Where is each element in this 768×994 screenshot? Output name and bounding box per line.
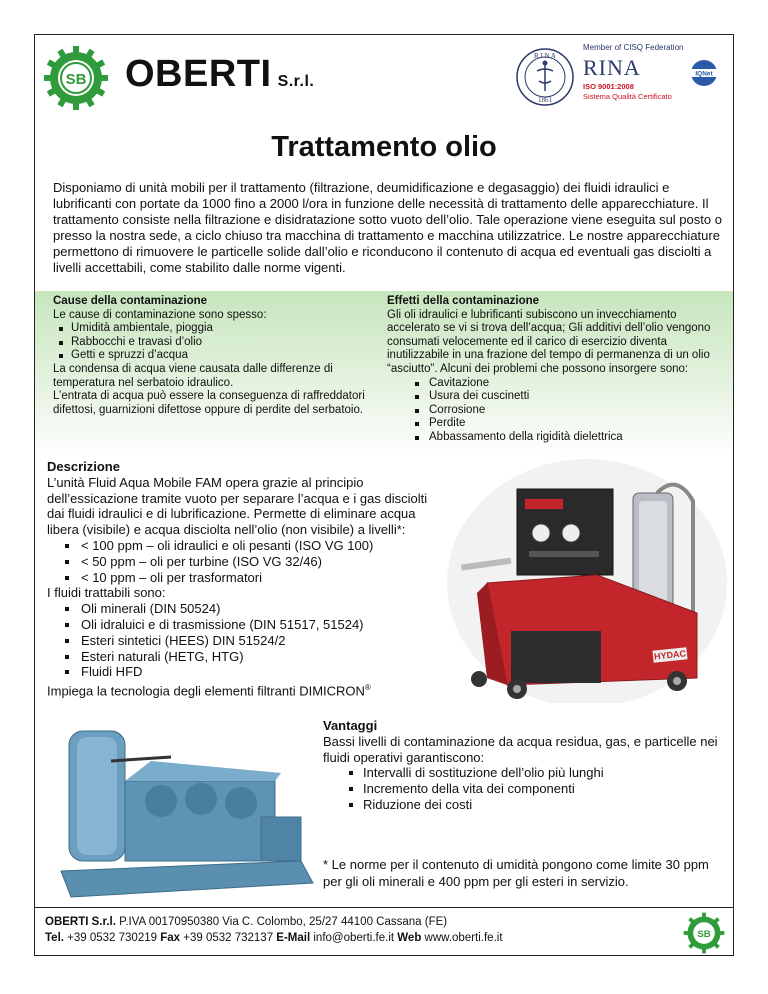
page xyxy=(34,34,734,956)
footer xyxy=(35,907,733,957)
list-item: Esteri naturali (HETG, HTG) xyxy=(47,649,447,665)
list-item: Getti e spruzzi d’acqua xyxy=(53,349,373,363)
list-item: Oli minerali (DIN 50524) xyxy=(47,601,447,617)
stationary-unit-image xyxy=(51,721,317,901)
footer-logo-icon xyxy=(683,912,725,954)
list-item: Rabbocchi e travasi d’olio xyxy=(53,336,373,350)
cert-member: Member of CISQ Federation xyxy=(583,43,684,52)
cert-iso: ISO 9001:2008 xyxy=(583,82,634,91)
fluids-lead: I fluidi trattabili sono: xyxy=(47,585,166,601)
effects-text: Gli oli idraulici e lubrificanti subiscono un invecchiamento accelerato se vi si trova dell’acqua; Gli additivi dell’olio vengono consumati velocemente ed il carico di esercizio diventa inutilizzabile in una frazione del tempo di permanenza di un olio “asciutto”. Alcuni dei problemi che possono insorgere sono: xyxy=(387,308,711,375)
effects-section xyxy=(387,295,727,445)
cert-system: Sistema Qualità Certificato xyxy=(583,92,672,101)
mobile-unit-image xyxy=(447,453,727,703)
causes-lead: Le cause di contaminazione sono spesso: xyxy=(53,308,267,321)
list-item: Riduzione dei costi xyxy=(323,797,723,813)
advantages-heading: Vantaggi xyxy=(323,718,378,733)
list-item: < 100 ppm – oli idraulici e oli pesanti (ISO VG 100) xyxy=(47,538,447,554)
list-item: Oli idraluici e di trasmissione (DIN 51517, 51524) xyxy=(47,617,447,633)
footer-address-line: OBERTI S.r.l. P.IVA 00170950380 Via C. Colombo, 25/27 44100 Cassana (FE) xyxy=(45,916,448,928)
list-item: Perdite xyxy=(387,417,727,431)
footer-contact-line: Tel. +39 0532 730219 Fax +39 0532 732137 E-Mail info@oberti.fe.it Web www.oberti.fe.it xyxy=(45,932,503,944)
oberti-logo-icon xyxy=(43,45,109,111)
list-item: < 50 ppm – oli per turbine (ISO VG 32/46) xyxy=(47,554,447,570)
svg-text:1861: 1861 xyxy=(538,96,552,104)
description-text: L’unità Fluid Aqua Mobile FAM opera grazie al principio dell’essicazione tramite vuoto per separare l’acqua e i gas disciolti dai fluidi idraulici e di lubrificazione. Permette di eliminare acqua libera (visibile) e acqua disciolta nell’olio (non visibile) a livelli*: xyxy=(47,474,428,538)
header xyxy=(35,35,733,113)
list-item: Corrosione xyxy=(387,404,727,418)
advantages-section xyxy=(323,718,723,813)
effects-heading: Effetti della contaminazione xyxy=(387,295,540,307)
iqnet-icon xyxy=(685,59,723,87)
email-link[interactable]: info@oberti.fe.it xyxy=(310,932,398,944)
causes-section xyxy=(53,295,373,417)
svg-text:R I N A: R I N A xyxy=(534,52,556,60)
svg-text:HYDAC: HYDAC xyxy=(653,648,687,662)
advantages-text: Bassi livelli di contaminazione da acqua residua, gas, e particelle nei fluidi operativi garantiscono: xyxy=(323,733,718,765)
rina-seal-icon xyxy=(515,47,575,107)
causes-text: La condensa di acqua viene causata dalle differenze di temperatura nel serbatoio idraulico. L’entrata di acqua può essere la conseguenza di raffreddatori difettosi, guarnizioni difettose oppure di perdite del serbatoio. xyxy=(53,362,365,416)
list-item: Fluidi HFD xyxy=(47,664,447,680)
list-item: Intervalli di sostituzione dell’olio più lunghi xyxy=(323,765,723,781)
svg-text:IQNet: IQNet xyxy=(695,70,713,78)
svg-text:SB: SB xyxy=(65,71,87,88)
svg-text:SB: SB xyxy=(697,928,711,940)
brand-suffix: S.r.l. xyxy=(277,73,315,90)
footnote: * Le norme per il contenuto di umidità pongono come limite 30 ppm per gli oli minerali e 400 ppm per gli esteri in servizio. xyxy=(323,857,709,889)
list-item: < 10 ppm – oli per trasformatori xyxy=(47,570,447,586)
description-section xyxy=(47,459,447,699)
list-item: Umidità ambientale, pioggia xyxy=(53,322,373,336)
contamination-band xyxy=(35,291,733,457)
brand-name: OBERTI S.r.l. xyxy=(125,53,315,95)
list-item: Usura dei cuscinetti xyxy=(387,390,727,404)
website-link[interactable]: www.oberti.fe.it xyxy=(421,932,503,944)
list-item: Incremento della vita dei componenti xyxy=(323,781,723,797)
cert-rina: RINA xyxy=(583,55,641,80)
description-heading: Descrizione xyxy=(47,459,120,474)
certification-badge xyxy=(511,41,729,111)
list-item: Esteri sintetici (HEES) DIN 51524/2 xyxy=(47,633,447,649)
intro-paragraph: Disponiamo di unità mobili per il trattamento (filtrazione, deumidificazione e degasaggio) dei fluidi idraulici e lubrificanti con portate da 1000 fino a 2000 l/ora in funzione delle necessità di trattamento delle apparecchiature. Il trattamento consiste nella filtrazione e disidratazione sotto vuoto dell’olio. Tale operazione viene eseguita sul posto o presso la nostra sede, a ciclo chiuso tra macchina di trattamento e macchina utilizzatrice. Le nostre apparecchiature permettono di rimuovere le particelle solide dall’olio e riconducono il contenuto di acqua ed eventuali gas disciolti a livelli accettabili, come stabilito dalle norme vigenti. xyxy=(53,180,722,275)
page-title: Trattamento olio xyxy=(271,131,497,163)
list-item: Abbassamento della rigidità dielettrica xyxy=(387,431,727,445)
technology-line: Impiega la tecnologia degli elementi filtranti DIMICRON® xyxy=(47,683,371,699)
causes-heading: Cause della contaminazione xyxy=(53,295,208,307)
list-item: Cavitazione xyxy=(387,377,727,391)
